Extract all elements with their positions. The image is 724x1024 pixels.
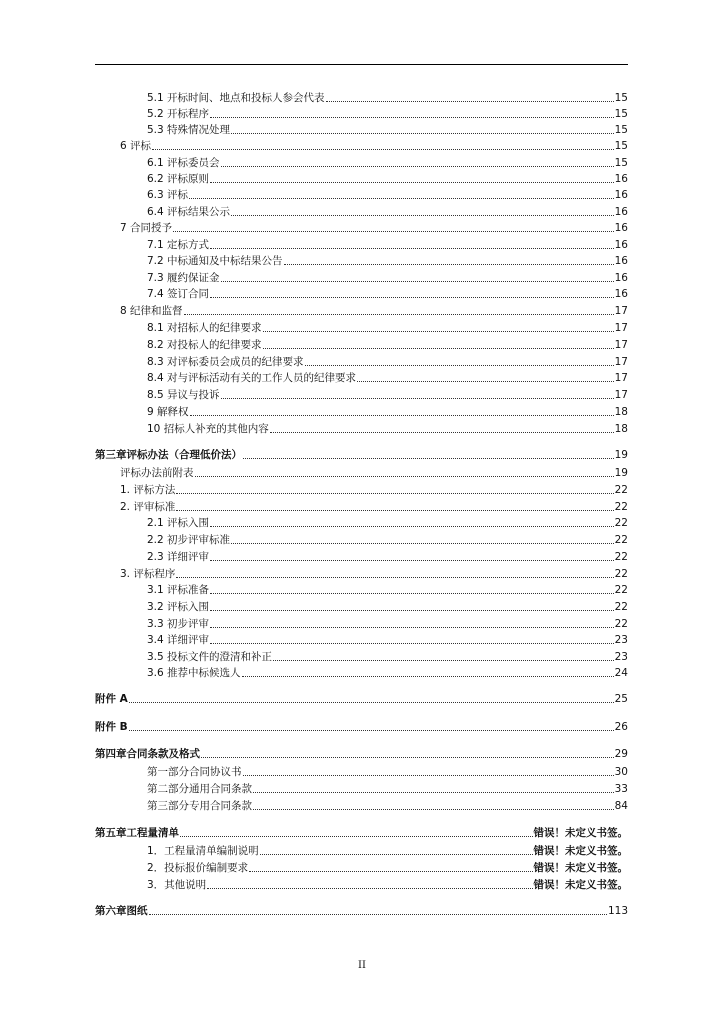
- toc-entry[interactable]: [147, 171, 628, 186]
- toc-entry-title: 7.3 履约保证金: [147, 272, 220, 284]
- toc-entry-page: 17: [614, 339, 628, 351]
- toc-entry-page: 15: [614, 140, 628, 152]
- toc-dot-leader: [189, 197, 614, 199]
- toc-entry[interactable]: [147, 843, 628, 858]
- toc-entry[interactable]: [147, 337, 628, 352]
- toc-dot-leader: [210, 642, 614, 644]
- toc-entry[interactable]: [147, 532, 628, 547]
- toc-entry[interactable]: [147, 354, 628, 369]
- page-number: II: [358, 960, 366, 971]
- toc-entry[interactable]: [147, 798, 628, 813]
- toc-entry-title: 1．工程量清单编制说明: [147, 845, 259, 857]
- toc-dot-leader: [221, 280, 614, 282]
- toc-dot-leader: [305, 364, 614, 366]
- toc-entry-title: 附件 A: [95, 693, 128, 705]
- toc-dot-leader: [190, 414, 614, 416]
- toc-entry[interactable]: [120, 482, 628, 497]
- toc-entry-page: 84: [614, 800, 628, 812]
- toc-entry-page: 22: [614, 517, 628, 529]
- toc-dot-leader: [149, 913, 607, 915]
- toc-entry-title: 8.1 对招标人的纪律要求: [147, 322, 262, 334]
- toc-entry-page: 17: [614, 372, 628, 384]
- toc-dot-leader: [210, 609, 614, 611]
- toc-entry-page: 17: [614, 356, 628, 368]
- toc-dot-leader: [243, 457, 614, 459]
- toc-dot-leader: [221, 397, 614, 399]
- toc-entry-page: 22: [614, 501, 628, 513]
- toc-dot-leader: [129, 729, 614, 731]
- toc-entry[interactable]: [120, 499, 628, 514]
- toc-entry-title: 6.4 评标结果公示: [147, 206, 231, 218]
- toc-entry-title: 评标办法前附表: [120, 467, 194, 479]
- toc-entry[interactable]: [147, 404, 628, 419]
- toc-entry[interactable]: [147, 632, 628, 647]
- toc-entry-title: 2. 评审标准: [120, 501, 176, 513]
- toc-dot-leader: [253, 791, 614, 793]
- toc-entry-title: 3. 评标程序: [120, 568, 176, 580]
- toc-entry[interactable]: [120, 303, 628, 318]
- toc-entry-page: 16: [614, 206, 628, 218]
- toc-entry-title: 2.3 详细评审: [147, 551, 210, 563]
- toc-entry-page: 33: [614, 783, 628, 795]
- toc-dot-leader: [326, 100, 614, 102]
- toc-entry-title: 1. 评标方法: [120, 484, 176, 496]
- toc-entry-title: 8.3 对评标委员会成员的纪律要求: [147, 356, 304, 368]
- toc-entry-page: 15: [614, 124, 628, 136]
- toc-entry-title: 3.3 初步评审: [147, 618, 210, 630]
- toc-chapter-entry[interactable]: [95, 691, 628, 706]
- toc-entry[interactable]: [147, 616, 628, 631]
- toc-dot-leader: [263, 347, 614, 349]
- toc-entry-page: 17: [614, 305, 628, 317]
- toc-entry-title: 3.1 评标准备: [147, 584, 210, 596]
- toc-entry-page: 26: [614, 721, 628, 733]
- toc-entry-page: 113: [607, 905, 628, 917]
- toc-dot-leader: [242, 675, 614, 677]
- toc-entry-title: 8.5 异议与投诉: [147, 389, 220, 401]
- toc-entry[interactable]: [147, 90, 628, 105]
- toc-entry-title: 7.1 定标方式: [147, 239, 210, 251]
- toc-entry[interactable]: [147, 187, 628, 202]
- toc-dot-leader: [231, 542, 614, 544]
- toc-entry-title: 9 解释权: [147, 406, 189, 418]
- toc-dot-leader: [207, 887, 532, 889]
- toc-entry-page: 18: [614, 423, 628, 435]
- toc-entry-page: 22: [614, 618, 628, 630]
- toc-entry-page: 15: [614, 108, 628, 120]
- toc-entry-title: 7.2 中标通知及中标结果公告: [147, 255, 283, 267]
- toc-dot-leader: [249, 870, 532, 872]
- toc-entry-title: 第五章工程量清单: [95, 827, 179, 839]
- toc-dot-leader: [152, 148, 614, 150]
- toc-entry-page: 25: [614, 693, 628, 705]
- toc-entry-title: 8.2 对投标人的纪律要求: [147, 339, 262, 351]
- toc-entry-title: 5.1 开标时间、地点和投标人参会代表: [147, 92, 325, 104]
- toc-dot-leader: [210, 626, 614, 628]
- toc-dot-leader: [284, 263, 614, 265]
- toc-dot-leader: [210, 116, 614, 118]
- toc-dot-leader: [231, 132, 614, 134]
- toc-entry-page: 错误！未定义书签。: [533, 862, 628, 874]
- toc-entry[interactable]: [147, 781, 628, 796]
- toc-dot-leader: [176, 576, 613, 578]
- toc-entry[interactable]: [120, 566, 628, 581]
- toc-entry[interactable]: [120, 138, 628, 153]
- toc-entry-page: 23: [614, 651, 628, 663]
- toc-chapter-entry[interactable]: [95, 903, 628, 918]
- toc-entry[interactable]: [147, 599, 628, 614]
- toc-dot-leader: [210, 592, 614, 594]
- toc-dot-leader: [210, 181, 614, 183]
- toc-chapter-entry[interactable]: [95, 719, 628, 734]
- toc-entry-title: 第二部分通用合同条款: [147, 783, 252, 795]
- toc-entry-page: 29: [614, 748, 628, 760]
- toc-dot-leader: [270, 431, 614, 433]
- toc-entry-page: 22: [614, 568, 628, 580]
- toc-dot-leader: [253, 808, 614, 810]
- toc-entry-title: 7.4 签订合同: [147, 288, 210, 300]
- toc-entry-title: 3.6 推荐中标候选人: [147, 667, 241, 679]
- toc-entry[interactable]: [147, 649, 628, 664]
- toc-entry[interactable]: [147, 370, 628, 385]
- toc-dot-leader: [184, 313, 614, 315]
- toc-entry-page: 16: [614, 189, 628, 201]
- toc-entry[interactable]: [147, 237, 628, 252]
- toc-entry-page: 16: [614, 222, 628, 234]
- toc-entry[interactable]: [147, 204, 628, 219]
- toc-entry-title: 6 评标: [120, 140, 152, 152]
- toc-entry-title: 3．其他说明: [147, 879, 207, 891]
- toc-entry[interactable]: [147, 320, 628, 335]
- toc-entry-page: 错误！未定义书签。: [533, 845, 628, 857]
- toc-entry-title: 附件 B: [95, 721, 128, 733]
- toc-entry-title: 5.2 开标程序: [147, 108, 210, 120]
- toc-dot-leader: [273, 659, 614, 661]
- toc-entry[interactable]: [147, 253, 628, 268]
- toc-dot-leader: [195, 475, 614, 477]
- toc-dot-leader: [129, 701, 614, 703]
- toc-entry-title: 7 合同授予: [120, 222, 173, 234]
- toc-entry-title: 第一部分合同协议书: [147, 766, 242, 778]
- toc-entry-page: 16: [614, 255, 628, 267]
- toc-entry-title: 6.2 评标原则: [147, 173, 210, 185]
- toc-entry-title: 8.4 对与评标活动有关的工作人员的纪律要求: [147, 372, 357, 384]
- toc-entry-title: 第三部分专用合同条款: [147, 800, 252, 812]
- toc-dot-leader: [180, 835, 533, 837]
- toc-entry-page: 错误！未定义书签。: [533, 827, 628, 839]
- toc-entry-page: 23: [614, 634, 628, 646]
- toc-entry-title: 2．投标报价编制要求: [147, 862, 249, 874]
- toc-entry-title: 6.1 评标委员会: [147, 157, 220, 169]
- toc-entry[interactable]: [147, 106, 628, 121]
- toc-entry-page: 17: [614, 322, 628, 334]
- toc-entry[interactable]: [147, 421, 628, 436]
- toc-entry-title: 6.3 评标: [147, 189, 189, 201]
- toc-entry-page: 16: [614, 239, 628, 251]
- toc-entry-title: 第四章合同条款及格式: [95, 748, 200, 760]
- toc-entry-page: 16: [614, 272, 628, 284]
- toc-entry-title: 2.2 初步评审标准: [147, 534, 231, 546]
- toc-entry-page: 22: [614, 551, 628, 563]
- toc-dot-leader: [210, 247, 614, 249]
- toc-entry[interactable]: [147, 387, 628, 402]
- toc-dot-leader: [210, 296, 614, 298]
- toc-chapter-entry[interactable]: [95, 447, 628, 462]
- toc-dot-leader: [210, 525, 614, 527]
- toc-entry-page: 22: [614, 601, 628, 613]
- toc-dot-leader: [173, 230, 614, 232]
- toc-entry[interactable]: [147, 582, 628, 597]
- toc-entry-page: 错误！未定义书签。: [533, 879, 628, 891]
- toc-entry[interactable]: [147, 155, 628, 170]
- toc-entry[interactable]: [147, 270, 628, 285]
- toc-dot-leader: [231, 214, 614, 216]
- toc-dot-leader: [176, 509, 613, 511]
- toc-entry[interactable]: [147, 122, 628, 137]
- toc-entry[interactable]: [147, 665, 628, 680]
- toc-entry-title: 3.2 评标入围: [147, 601, 210, 613]
- toc-entry-title: 2.1 评标入围: [147, 517, 210, 529]
- toc-entry-page: 18: [614, 406, 628, 418]
- toc-entry[interactable]: [147, 549, 628, 564]
- toc-entry-page: 19: [614, 467, 628, 479]
- toc-entry[interactable]: [147, 860, 628, 875]
- toc-entry-title: 第三章评标办法（合理低价法）: [95, 449, 242, 461]
- toc-entry-page: 19: [614, 449, 628, 461]
- toc-dot-leader: [263, 330, 614, 332]
- toc-entry[interactable]: [147, 515, 628, 530]
- toc-entry[interactable]: [147, 877, 628, 892]
- toc-chapter-entry[interactable]: [95, 825, 628, 840]
- toc-dot-leader: [260, 853, 533, 855]
- toc-entry[interactable]: [120, 465, 628, 480]
- toc-entry-title: 10 招标人补充的其他内容: [147, 423, 269, 435]
- toc-entry-page: 17: [614, 389, 628, 401]
- toc-entry-title: 8 纪律和监督: [120, 305, 183, 317]
- toc-dot-leader: [201, 756, 614, 758]
- toc-entry-page: 30: [614, 766, 628, 778]
- toc-entry[interactable]: [147, 286, 628, 301]
- toc-entry-page: 22: [614, 534, 628, 546]
- toc-entry[interactable]: [147, 764, 628, 779]
- toc-chapter-entry[interactable]: [95, 746, 628, 761]
- toc-entry-title: 5.3 特殊情况处理: [147, 124, 231, 136]
- toc-entry-title: 3.4 详细评审: [147, 634, 210, 646]
- toc-entry-page: 15: [614, 157, 628, 169]
- toc-entry-page: 15: [614, 92, 628, 104]
- toc-dot-leader: [176, 492, 613, 494]
- toc-entry[interactable]: [120, 220, 628, 235]
- toc-entry-title: 第六章图纸: [95, 905, 148, 917]
- toc-dot-leader: [243, 774, 614, 776]
- toc-dot-leader: [210, 559, 614, 561]
- toc-entry-page: 24: [614, 667, 628, 679]
- toc-dot-leader: [221, 165, 614, 167]
- toc-entry-page: 16: [614, 173, 628, 185]
- toc-dot-leader: [357, 380, 614, 382]
- toc-entry-page: 22: [614, 484, 628, 496]
- toc-entry-page: 22: [614, 584, 628, 596]
- toc-entry-title: 3.5 投标文件的澄清和补正: [147, 651, 273, 663]
- toc-entry-page: 16: [614, 288, 628, 300]
